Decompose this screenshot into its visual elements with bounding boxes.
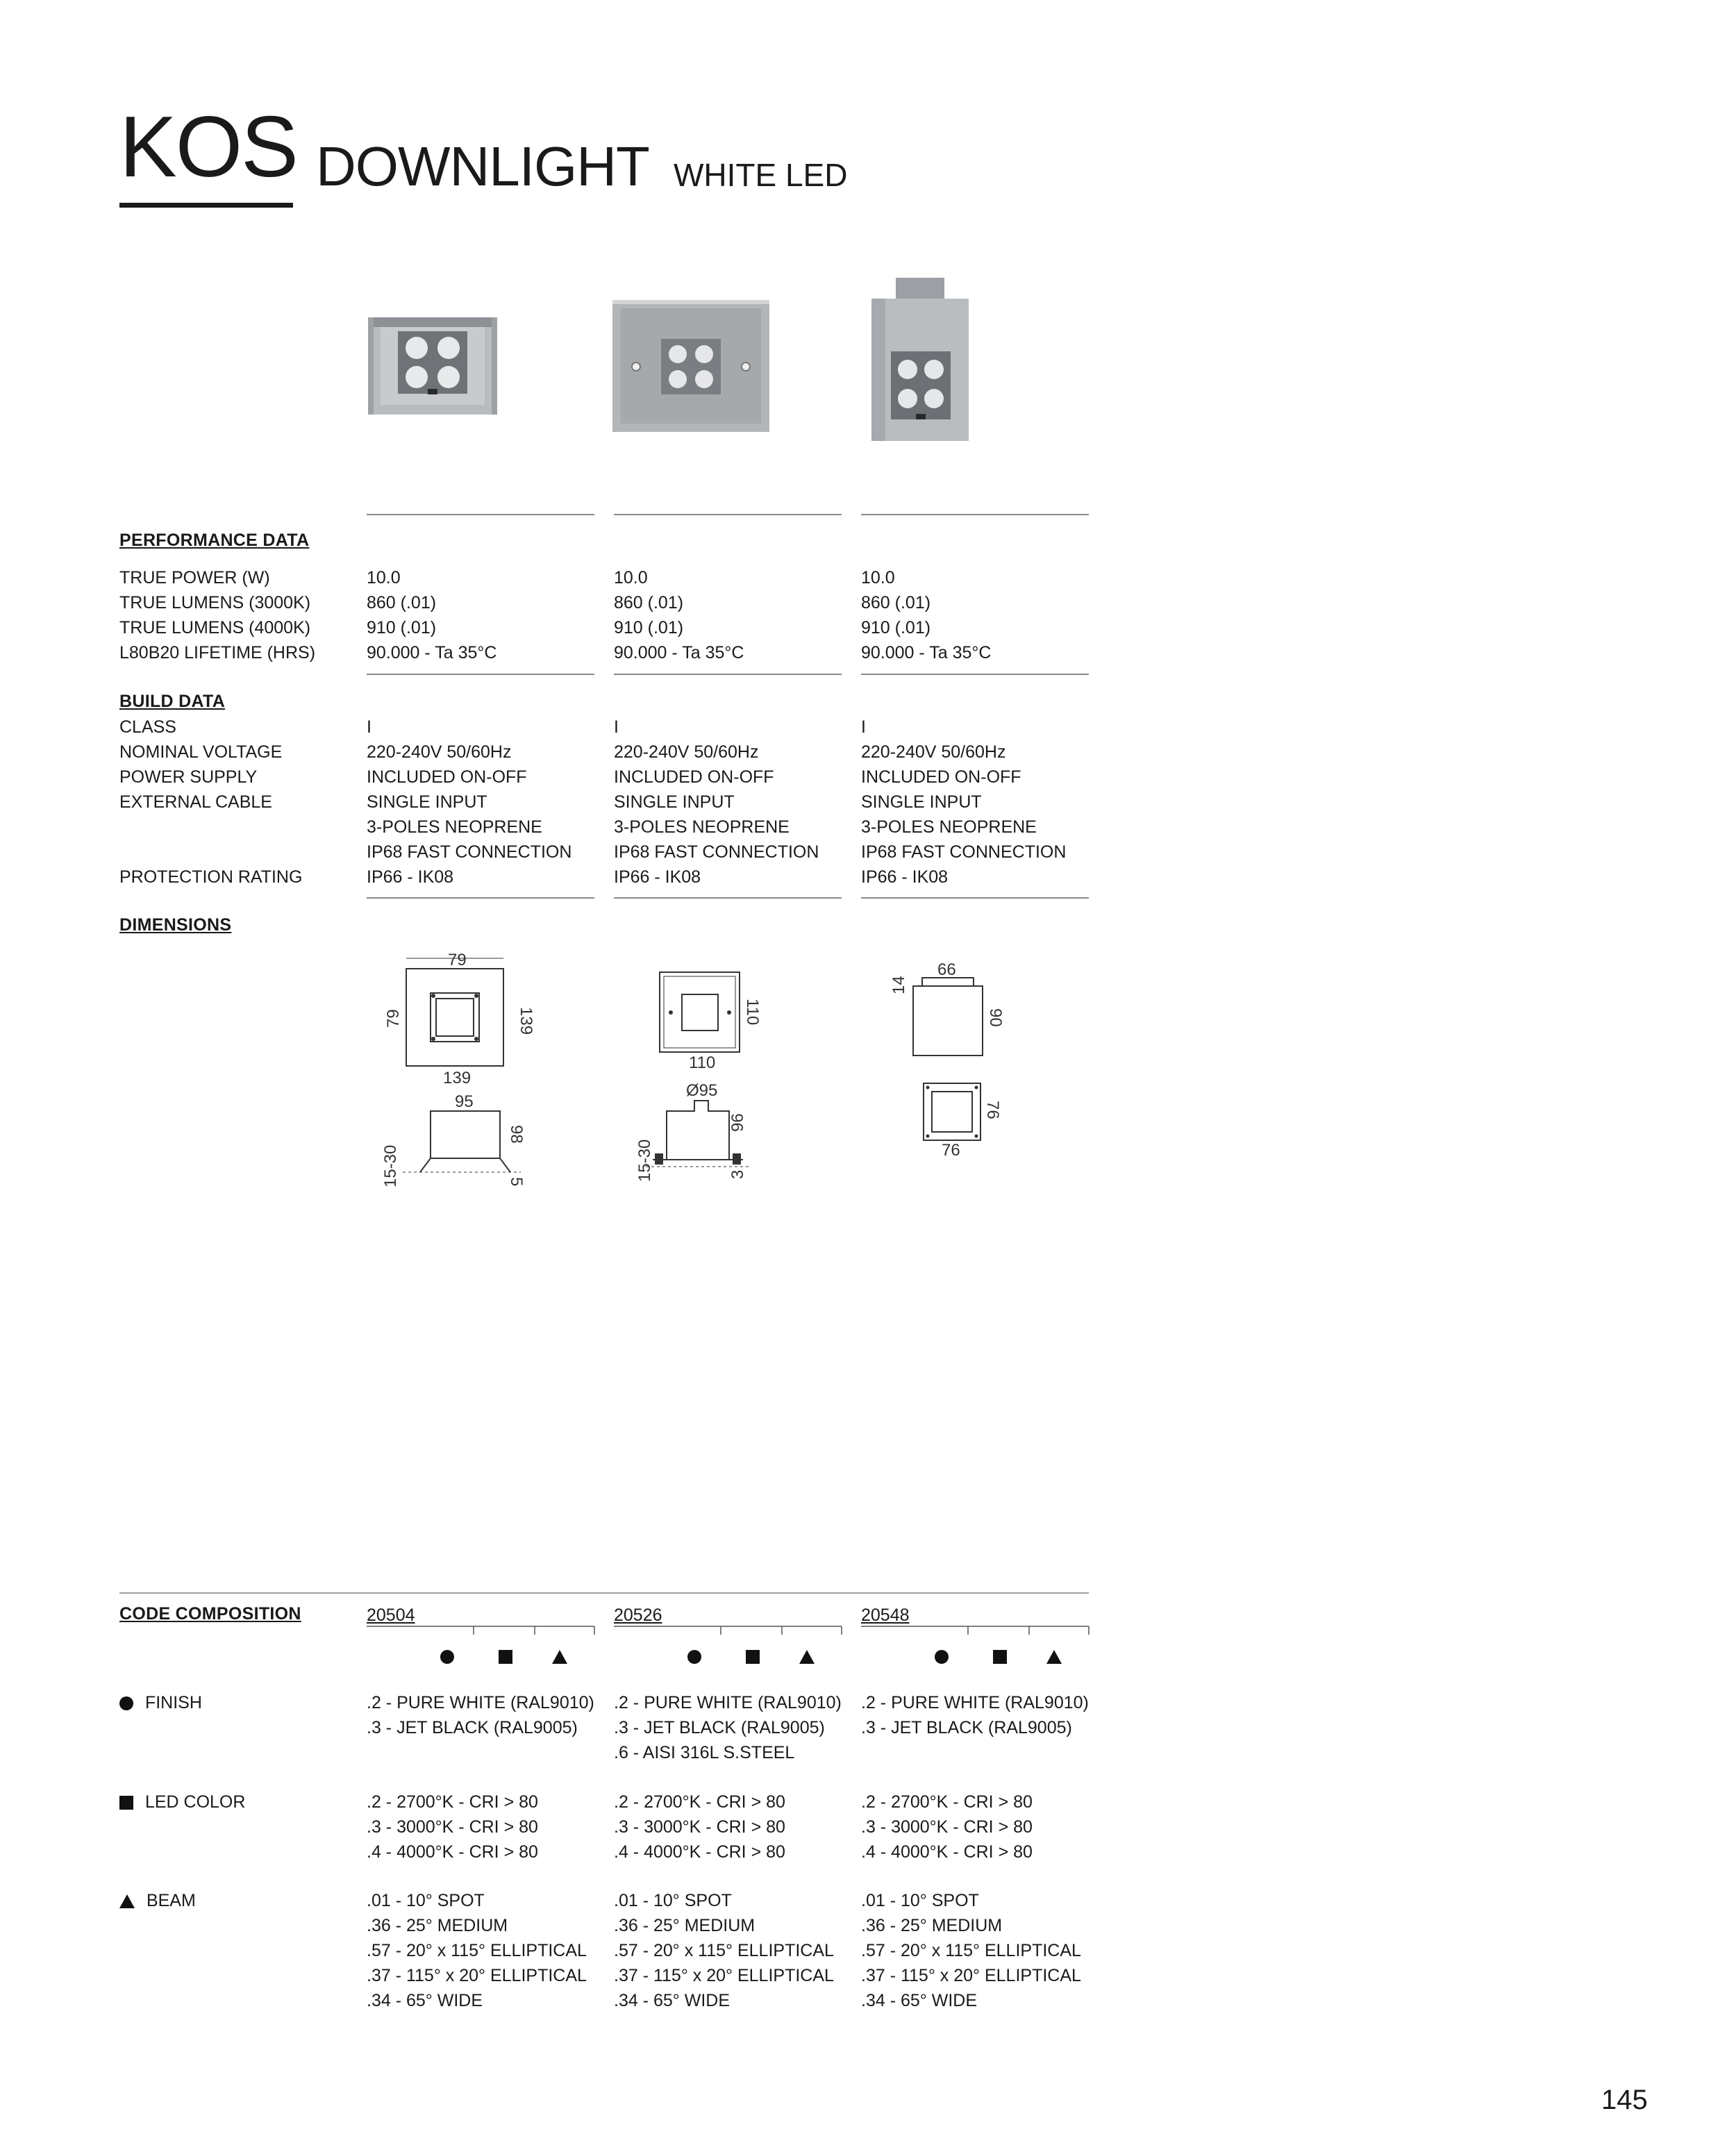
page-number: 145 xyxy=(1601,2085,1648,2115)
title-variant: WHITE LED xyxy=(674,157,848,193)
build-labels xyxy=(119,715,302,890)
col-rule xyxy=(861,674,1089,675)
value: IP66 - IK08 xyxy=(614,867,701,887)
dim-side-bottom: 3 xyxy=(728,1169,747,1179)
dim-side-height: 96 xyxy=(728,1113,747,1132)
triangle-icon xyxy=(119,1894,135,1908)
code-block-1 xyxy=(367,1603,596,1679)
label-true-power: TRUE POWER (W) xyxy=(119,568,270,587)
dim-side-left: 15-30 xyxy=(635,1139,654,1182)
value: SINGLE INPUT xyxy=(614,792,735,812)
option: .2 - 2700°K - CRI > 80 xyxy=(367,1792,538,1812)
option: .01 - 10° SPOT xyxy=(861,1891,979,1910)
product-code: 20526 xyxy=(614,1605,662,1625)
beam-label: BEAM xyxy=(146,1891,196,1910)
performance-col-3 xyxy=(861,565,991,665)
led-color-slot-icon xyxy=(746,1650,760,1664)
option: .37 - 115° x 20° ELLIPTICAL xyxy=(367,1966,587,1985)
label-nominal-voltage: NOMINAL VOLTAGE xyxy=(119,742,283,762)
option: .37 - 115° x 20° ELLIPTICAL xyxy=(861,1966,1081,1985)
beam-col-3 xyxy=(861,1888,1081,2013)
dim-bottom-width: 139 xyxy=(443,1069,471,1087)
value: 220-240V 50/60Hz xyxy=(614,742,759,762)
value: 860 (.01) xyxy=(861,593,931,612)
option: .3 - 3000°K - CRI > 80 xyxy=(861,1817,1033,1837)
finish-col-3 xyxy=(861,1690,1089,1740)
value: 3-POLES NEOPRENE xyxy=(367,817,542,837)
value: INCLUDED ON-OFF xyxy=(367,767,527,787)
dim-side-bottom: 5 xyxy=(507,1177,526,1187)
value: 3-POLES NEOPRENE xyxy=(861,817,1037,837)
dim-base-bottom: 76 xyxy=(942,1141,960,1160)
value: IP66 - IK08 xyxy=(861,867,949,887)
dim-left-height: 79 xyxy=(384,1009,403,1028)
label-blank xyxy=(119,815,302,840)
option: .3 - JET BLACK (RAL9005) xyxy=(367,1718,578,1737)
option: .57 - 20° x 115° ELLIPTICAL xyxy=(614,1941,834,1960)
code-bracket xyxy=(367,1603,596,1679)
beam-slot-icon xyxy=(552,1650,567,1664)
option: .3 - 3000°K - CRI > 80 xyxy=(614,1817,785,1837)
value: SINGLE INPUT xyxy=(367,792,487,812)
dim-side-width: 95 xyxy=(455,1092,474,1111)
dim-top-left: 14 xyxy=(890,976,908,994)
option: .36 - 25° MEDIUM xyxy=(367,1916,508,1935)
beam-slot-icon xyxy=(1046,1650,1062,1664)
value: I xyxy=(861,717,866,737)
code-bracket xyxy=(614,1603,843,1679)
code-bracket xyxy=(861,1603,1090,1679)
dim-right-height: 110 xyxy=(743,999,762,1026)
col-rule xyxy=(861,897,1089,899)
col-rule xyxy=(861,514,1089,515)
code-top-rule xyxy=(119,1592,1089,1594)
option: .34 - 65° WIDE xyxy=(861,1991,977,2010)
finish-label: FINISH xyxy=(144,1693,202,1712)
finish-col-2 xyxy=(614,1690,842,1765)
label-lifetime: L80B20 LIFETIME (HRS) xyxy=(119,643,316,662)
title-brand: KOS xyxy=(119,99,297,195)
finish-slot-icon xyxy=(440,1650,454,1664)
option: .2 - PURE WHITE (RAL9010) xyxy=(614,1693,842,1712)
option: .34 - 65° WIDE xyxy=(614,1991,730,2010)
value: 90.000 - Ta 35°C xyxy=(367,643,497,662)
dimensions-heading: DIMENSIONS xyxy=(119,915,232,935)
value: I xyxy=(367,717,372,737)
value: INCLUDED ON-OFF xyxy=(861,767,1021,787)
value: 910 (.01) xyxy=(614,618,684,637)
build-col-2 xyxy=(614,715,819,890)
col-rule xyxy=(367,514,594,515)
label-power-supply: POWER SUPPLY xyxy=(119,767,258,787)
value: IP68 FAST CONNECTION xyxy=(367,842,572,862)
led-color-col-1 xyxy=(367,1790,538,1865)
option: .2 - 2700°K - CRI > 80 xyxy=(861,1792,1033,1812)
value: 3-POLES NEOPRENE xyxy=(614,817,790,837)
option: .2 - PURE WHITE (RAL9010) xyxy=(861,1693,1089,1712)
finish-slot-icon xyxy=(935,1650,949,1664)
value: INCLUDED ON-OFF xyxy=(614,767,774,787)
value: 10.0 xyxy=(861,568,895,587)
dim-side-width: Ø95 xyxy=(686,1081,718,1100)
dim-side-height: 98 xyxy=(507,1125,526,1144)
finish-col-1 xyxy=(367,1690,594,1740)
col-rule xyxy=(614,897,842,899)
product-photo-trim xyxy=(611,299,771,434)
code-block-3 xyxy=(861,1603,1090,1679)
value: IP66 - IK08 xyxy=(367,867,454,887)
option: .4 - 4000°K - CRI > 80 xyxy=(861,1842,1033,1862)
title-underline xyxy=(119,203,293,208)
col-rule xyxy=(614,674,842,675)
col-rule xyxy=(367,674,594,675)
dim-base-right: 76 xyxy=(983,1101,1002,1119)
dimension-drawing-trim xyxy=(625,958,792,1187)
option: .3 - JET BLACK (RAL9005) xyxy=(614,1718,825,1737)
performance-col-1 xyxy=(367,565,496,665)
label-true-lumens-4000: TRUE LUMENS (4000K) xyxy=(119,618,311,637)
led-color-col-2 xyxy=(614,1790,785,1865)
code-block-2 xyxy=(614,1603,843,1679)
dim-top-right: 90 xyxy=(986,1008,1005,1027)
title-product: DOWNLIGHT xyxy=(316,135,649,197)
value: IP68 FAST CONNECTION xyxy=(614,842,819,862)
option: .6 - AISI 316L S.STEEL xyxy=(614,1743,795,1762)
value: 220-240V 50/60Hz xyxy=(861,742,1006,762)
led-color-label-row xyxy=(119,1790,245,1815)
label-external-cable: EXTERNAL CABLE xyxy=(119,792,272,812)
dim-top-width: 66 xyxy=(937,960,956,979)
option: .57 - 20° x 115° ELLIPTICAL xyxy=(861,1941,1081,1960)
col-rule xyxy=(614,514,842,515)
code-heading: CODE COMPOSITION xyxy=(119,1604,301,1624)
label-protection-rating: PROTECTION RATING xyxy=(119,867,303,887)
beam-col-2 xyxy=(614,1888,834,2013)
product-photo-surface xyxy=(865,276,976,443)
value: 220-240V 50/60Hz xyxy=(367,742,512,762)
option: .37 - 115° x 20° ELLIPTICAL xyxy=(614,1966,834,1985)
option: .36 - 25° MEDIUM xyxy=(614,1916,756,1935)
option: .4 - 4000°K - CRI > 80 xyxy=(367,1842,538,1862)
performance-col-2 xyxy=(614,565,744,665)
option: .3 - 3000°K - CRI > 80 xyxy=(367,1817,538,1837)
beam-slot-icon xyxy=(799,1650,815,1664)
build-heading: BUILD DATA xyxy=(119,692,226,711)
value: 910 (.01) xyxy=(367,618,437,637)
dim-right-height: 139 xyxy=(517,1007,535,1035)
build-col-1 xyxy=(367,715,571,890)
value: 90.000 - Ta 35°C xyxy=(861,643,992,662)
option: .57 - 20° x 115° ELLIPTICAL xyxy=(367,1941,587,1960)
value: I xyxy=(614,717,619,737)
value: IP68 FAST CONNECTION xyxy=(861,842,1067,862)
dim-bottom-width: 110 xyxy=(689,1053,716,1072)
value: 860 (.01) xyxy=(614,593,684,612)
square-icon xyxy=(119,1796,133,1810)
led-color-col-3 xyxy=(861,1790,1033,1865)
option: .34 - 65° WIDE xyxy=(367,1991,483,2010)
beam-col-1 xyxy=(367,1888,587,2013)
value: SINGLE INPUT xyxy=(861,792,982,812)
circle-icon xyxy=(119,1696,133,1710)
label-class: CLASS xyxy=(119,717,176,737)
build-col-3 xyxy=(861,715,1066,890)
finish-label-row xyxy=(119,1690,202,1715)
option: .36 - 25° MEDIUM xyxy=(861,1916,1003,1935)
product-code: 20548 xyxy=(861,1605,910,1625)
value: 860 (.01) xyxy=(367,593,437,612)
dim-top-width: 79 xyxy=(448,951,467,969)
beam-label-row xyxy=(119,1888,196,1913)
option: .4 - 4000°K - CRI > 80 xyxy=(614,1842,785,1862)
finish-slot-icon xyxy=(687,1650,701,1664)
option: .2 - PURE WHITE (RAL9010) xyxy=(367,1693,594,1712)
led-color-slot-icon xyxy=(993,1650,1007,1664)
led-color-slot-icon xyxy=(499,1650,512,1664)
option: .3 - JET BLACK (RAL9005) xyxy=(861,1718,1072,1737)
value: 10.0 xyxy=(367,568,401,587)
option: .01 - 10° SPOT xyxy=(614,1891,732,1910)
led-color-label: LED COLOR xyxy=(144,1792,246,1812)
option: .01 - 10° SPOT xyxy=(367,1891,485,1910)
value: 10.0 xyxy=(614,568,648,587)
product-photo-recessed xyxy=(367,316,499,417)
option: .2 - 2700°K - CRI > 80 xyxy=(614,1792,785,1812)
value: 90.000 - Ta 35°C xyxy=(614,643,744,662)
value: 910 (.01) xyxy=(861,618,931,637)
performance-labels xyxy=(119,565,315,665)
label-blank xyxy=(119,840,302,865)
dimension-drawing-surface xyxy=(882,951,1021,1160)
performance-heading: PERFORMANCE DATA xyxy=(119,531,310,550)
product-code: 20504 xyxy=(367,1605,415,1625)
label-true-lumens-3000: TRUE LUMENS (3000K) xyxy=(119,593,311,612)
dimension-drawing-recessed xyxy=(375,944,549,1187)
dim-side-left: 15-30 xyxy=(381,1144,400,1187)
col-rule xyxy=(367,897,594,899)
